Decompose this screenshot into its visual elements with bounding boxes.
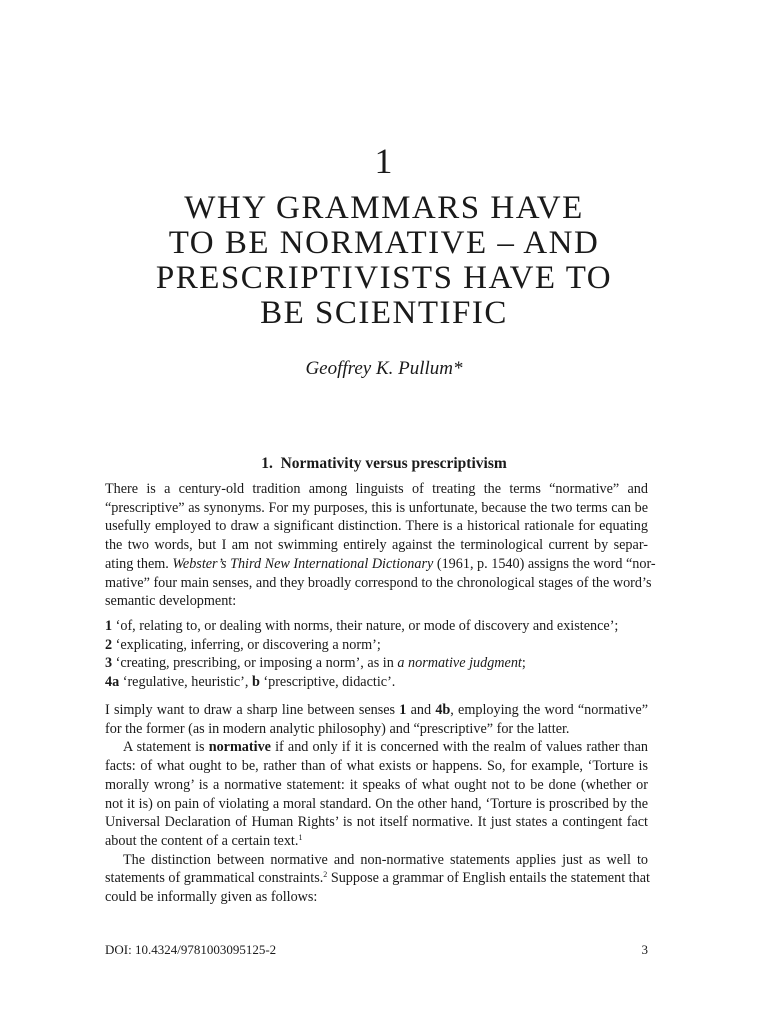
chapter-title-line: TO BE NORMATIVE – AND: [168, 225, 600, 261]
sense-text: ;: [521, 655, 526, 672]
sense-text: ‘prescriptive, didactic’.: [259, 674, 396, 691]
sense-item: [105, 617, 648, 636]
sense-number: 4a: [105, 674, 120, 691]
sense-ref: 4b: [435, 702, 451, 718]
text-line: [105, 555, 656, 574]
sense-item: [105, 636, 648, 655]
sense-number: b: [251, 674, 260, 691]
sense-example: a normative judgment: [397, 655, 522, 672]
footnote-marker[interactable]: 1: [298, 832, 303, 842]
text-line: [105, 832, 648, 851]
senses-list: [105, 617, 648, 692]
chapter-title-line: WHY GRAMMARS HAVE: [184, 190, 584, 226]
text-fragment: if and only if it is concerned with the realm of values rather than: [270, 739, 648, 756]
text-line: [105, 869, 648, 888]
footnote-marker[interactable]: 2: [323, 870, 328, 880]
paragraph-body: [105, 701, 648, 907]
text-line: Universal Declaration of Human Rights’ is not itself normative. It just states a contingent fact: [105, 814, 648, 831]
chapter-title-line: BE SCIENTIFIC: [260, 295, 508, 331]
text-line: [105, 738, 648, 757]
text-line: semantic development:: [105, 593, 237, 610]
text-line: facts: of what ought to be, rather than of what exists or happens. So, for example, ‘Torture is: [105, 758, 648, 775]
text-line: could be informally given as follows:: [105, 889, 318, 906]
text-line: the two words, but I am not swimming entirely against the terminological current by separ-: [105, 537, 648, 554]
text-fragment: about the content of a certain text.: [105, 832, 299, 849]
text-line: usefully employed to draw a significant distinction. There is a historical rationale for equating: [105, 518, 648, 535]
sense-text: ‘explicating, inferring, or discovering a norm’;: [112, 636, 381, 653]
chapter-title: [0, 191, 768, 331]
paragraph-intro: [105, 480, 656, 611]
text-line: The distinction between normative and non-normative statements applies just as well to: [123, 851, 648, 868]
text-line: morally wrong’ is a normative statement: it speaks of what ought not to be done (whether or: [105, 776, 648, 793]
text-fragment: (1961, p. 1540) assigns the word “nor-: [436, 555, 656, 572]
doi-text: DOI: 10.4324/9781003095125-2: [105, 942, 277, 957]
section-heading: 1. Normativity versus prescriptivism: [261, 455, 507, 472]
chapter-number: 1: [374, 141, 394, 181]
text-line: for the former (as in modern analytic philosophy) and “prescriptive” for the latter.: [105, 720, 570, 737]
text-line: not it is) on pain of violating a moral standard. On the other hand, ‘Torture is proscribed by the: [105, 795, 648, 812]
sense-ref: 1: [399, 702, 407, 718]
text-fragment: , employing the word “normative”: [450, 702, 648, 718]
sense-item: [105, 673, 648, 692]
text-line: There is a century-old tradition among linguists of treating the terms “normative” and: [105, 481, 648, 497]
text-line: [105, 701, 648, 720]
sense-text: ‘of, relating to, or dealing with norms, their nature, or mode of discovery and existence’;: [112, 618, 619, 634]
dictionary-title: Webster’s Third New International Dictionary: [172, 555, 434, 572]
text-fragment: I simply want to draw a sharp line between senses: [105, 702, 400, 718]
page-number: 3: [641, 942, 648, 957]
sense-number: 1: [105, 618, 113, 634]
defined-term: normative: [208, 739, 271, 756]
chapter-title-line: PRESCRIPTIVISTS HAVE TO: [155, 260, 613, 296]
text-line: “prescriptive” as synonyms. For my purposes, this is unfortunate, because the two terms can be: [105, 499, 648, 516]
sense-number: 3: [105, 655, 113, 672]
text-line: mative” four main senses, and they broadly correspond to the chronological stages of the word’s: [105, 574, 652, 591]
sense-number: 2: [105, 636, 113, 653]
author-name: Geoffrey K. Pullum*: [305, 358, 463, 379]
sense-item: [105, 654, 648, 673]
sense-text: ‘creating, prescribing, or imposing a norm’, as in: [112, 655, 398, 672]
text-fragment: statements of grammatical constraints.: [105, 870, 324, 887]
text-fragment: and: [406, 702, 436, 718]
sense-text: ‘regulative, heuristic’,: [119, 674, 252, 691]
text-fragment: A statement is: [123, 739, 209, 756]
text-fragment: ating them.: [105, 555, 169, 572]
text-fragment: Suppose a grammar of English entails the statement that: [327, 870, 650, 887]
